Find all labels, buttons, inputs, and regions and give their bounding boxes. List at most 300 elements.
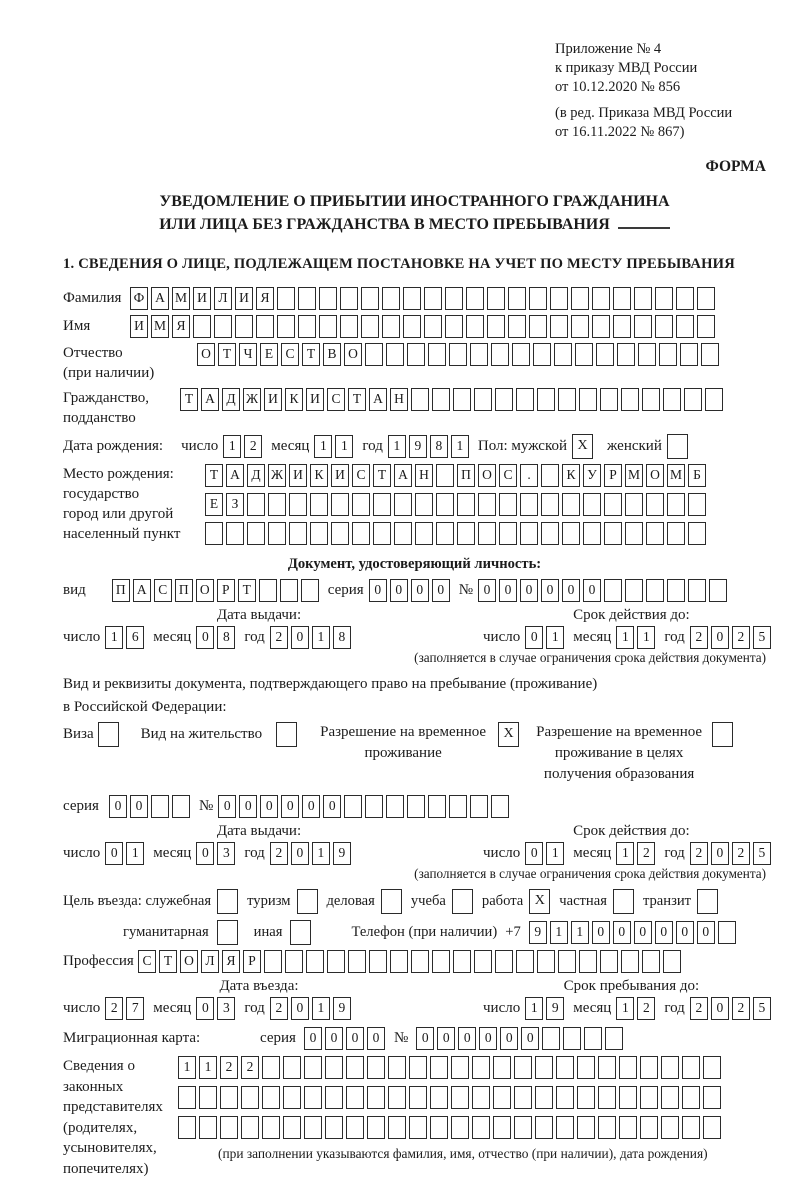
char-cell[interactable] [428, 795, 446, 818]
char-cell[interactable] [478, 493, 496, 516]
char-cell[interactable]: С [281, 343, 299, 366]
char-cell[interactable] [642, 950, 660, 973]
char-cell[interactable]: 0 [541, 579, 559, 602]
char-cell[interactable] [640, 1116, 658, 1139]
char-cell[interactable]: М [667, 464, 685, 487]
char-cell[interactable] [571, 287, 589, 310]
char-cell[interactable]: О [344, 343, 362, 366]
char-cell[interactable] [472, 1056, 490, 1079]
char-cell[interactable]: 0 [346, 1027, 364, 1050]
char-cell[interactable]: Т [302, 343, 320, 366]
char-cell[interactable] [663, 388, 681, 411]
char-cell[interactable]: Я [222, 950, 240, 973]
char-cell[interactable] [409, 1056, 427, 1079]
char-cell[interactable]: 0 [416, 1027, 434, 1050]
char-cell[interactable]: Р [604, 464, 622, 487]
char-cell[interactable] [304, 1086, 322, 1109]
char-cell[interactable]: 0 [390, 579, 408, 602]
char-cell[interactable] [514, 1116, 532, 1139]
char-cell[interactable]: 9 [333, 997, 351, 1020]
char-cell[interactable]: Т [348, 388, 366, 411]
char-cell[interactable] [646, 579, 664, 602]
char-cell[interactable]: Т [159, 950, 177, 973]
char-cell[interactable] [301, 579, 319, 602]
char-cell[interactable] [667, 522, 685, 545]
char-cell[interactable] [325, 1116, 343, 1139]
char-cell[interactable] [592, 315, 610, 338]
char-cell[interactable]: Б [688, 464, 706, 487]
char-cell[interactable] [453, 388, 471, 411]
char-cell[interactable] [172, 795, 190, 818]
char-cell[interactable]: 2 [244, 435, 262, 458]
char-cell[interactable]: 2 [270, 626, 288, 649]
char-cell[interactable]: Я [256, 287, 274, 310]
sex-male-checkbox[interactable]: X [572, 434, 593, 459]
char-cell[interactable] [493, 1056, 511, 1079]
char-cell[interactable]: 0 [437, 1027, 455, 1050]
char-cell[interactable]: А [369, 388, 387, 411]
char-cell[interactable] [411, 950, 429, 973]
char-cell[interactable] [325, 1056, 343, 1079]
char-cell[interactable]: С [352, 464, 370, 487]
char-cell[interactable]: 0 [655, 921, 673, 944]
char-cell[interactable]: Л [201, 950, 219, 973]
char-cell[interactable]: О [180, 950, 198, 973]
char-cell[interactable] [682, 1056, 700, 1079]
char-cell[interactable]: 0 [105, 842, 123, 865]
char-cell[interactable]: С [499, 464, 517, 487]
char-cell[interactable]: Т [205, 464, 223, 487]
char-cell[interactable]: О [478, 464, 496, 487]
char-cell[interactable]: 0 [323, 795, 341, 818]
char-cell[interactable] [617, 343, 635, 366]
char-cell[interactable] [367, 1056, 385, 1079]
char-cell[interactable]: 2 [220, 1056, 238, 1079]
char-cell[interactable]: З [226, 493, 244, 516]
char-cell[interactable] [533, 343, 551, 366]
char-cell[interactable] [604, 493, 622, 516]
purpose-other-checkbox[interactable] [290, 920, 311, 945]
char-cell[interactable] [407, 795, 425, 818]
char-cell[interactable]: С [138, 950, 156, 973]
char-cell[interactable] [703, 1086, 721, 1109]
char-cell[interactable] [621, 950, 639, 973]
char-cell[interactable]: 9 [409, 435, 427, 458]
char-cell[interactable]: 1 [616, 626, 634, 649]
char-cell[interactable]: 0 [562, 579, 580, 602]
char-cell[interactable]: 1 [178, 1056, 196, 1079]
char-cell[interactable]: 0 [676, 921, 694, 944]
char-cell[interactable]: Н [415, 464, 433, 487]
char-cell[interactable] [676, 315, 694, 338]
char-cell[interactable] [676, 287, 694, 310]
char-cell[interactable] [283, 1116, 301, 1139]
char-cell[interactable] [495, 950, 513, 973]
char-cell[interactable] [445, 287, 463, 310]
char-cell[interactable]: 0 [525, 626, 543, 649]
char-cell[interactable] [613, 315, 631, 338]
char-cell[interactable] [449, 343, 467, 366]
char-cell[interactable] [277, 315, 295, 338]
char-cell[interactable] [262, 1116, 280, 1139]
char-cell[interactable]: И [264, 388, 282, 411]
char-cell[interactable] [365, 795, 383, 818]
char-cell[interactable]: 9 [529, 921, 547, 944]
char-cell[interactable] [701, 343, 719, 366]
char-cell[interactable] [688, 493, 706, 516]
char-cell[interactable]: 0 [520, 579, 538, 602]
char-cell[interactable] [634, 315, 652, 338]
char-cell[interactable]: С [154, 579, 172, 602]
purpose-study-checkbox[interactable] [452, 889, 473, 914]
char-cell[interactable] [583, 522, 601, 545]
char-cell[interactable]: И [306, 388, 324, 411]
purpose-tourism-checkbox[interactable] [297, 889, 318, 914]
visa-checkbox[interactable] [98, 722, 119, 747]
char-cell[interactable] [436, 464, 454, 487]
char-cell[interactable] [625, 579, 643, 602]
char-cell[interactable] [619, 1056, 637, 1079]
char-cell[interactable]: 2 [270, 997, 288, 1020]
char-cell[interactable] [403, 287, 421, 310]
char-cell[interactable] [344, 795, 362, 818]
char-cell[interactable] [600, 950, 618, 973]
char-cell[interactable] [457, 522, 475, 545]
char-cell[interactable] [304, 1116, 322, 1139]
char-cell[interactable]: 0 [592, 921, 610, 944]
char-cell[interactable] [512, 343, 530, 366]
char-cell[interactable] [583, 493, 601, 516]
char-cell[interactable] [327, 950, 345, 973]
char-cell[interactable] [663, 950, 681, 973]
char-cell[interactable] [592, 287, 610, 310]
char-cell[interactable]: Ч [239, 343, 257, 366]
char-cell[interactable] [220, 1086, 238, 1109]
char-cell[interactable] [556, 1056, 574, 1079]
char-cell[interactable] [577, 1086, 595, 1109]
char-cell[interactable] [558, 950, 576, 973]
char-cell[interactable] [516, 950, 534, 973]
char-cell[interactable]: 1 [314, 435, 332, 458]
char-cell[interactable] [285, 950, 303, 973]
char-cell[interactable] [352, 522, 370, 545]
char-cell[interactable] [638, 343, 656, 366]
char-cell[interactable]: 6 [126, 626, 144, 649]
char-cell[interactable]: 1 [637, 626, 655, 649]
char-cell[interactable] [709, 579, 727, 602]
char-cell[interactable]: 0 [196, 842, 214, 865]
char-cell[interactable]: 2 [732, 626, 750, 649]
char-cell[interactable] [625, 522, 643, 545]
char-cell[interactable]: 5 [753, 842, 771, 865]
char-cell[interactable] [205, 522, 223, 545]
char-cell[interactable]: 0 [291, 842, 309, 865]
char-cell[interactable]: 1 [616, 997, 634, 1020]
char-cell[interactable]: Ж [268, 464, 286, 487]
char-cell[interactable]: А [151, 287, 169, 310]
char-cell[interactable] [310, 522, 328, 545]
char-cell[interactable]: О [197, 343, 215, 366]
char-cell[interactable] [529, 315, 547, 338]
char-cell[interactable] [542, 1027, 560, 1050]
char-cell[interactable] [596, 343, 614, 366]
char-cell[interactable] [348, 950, 366, 973]
char-cell[interactable] [474, 950, 492, 973]
char-cell[interactable] [562, 522, 580, 545]
char-cell[interactable] [577, 1116, 595, 1139]
char-cell[interactable] [646, 522, 664, 545]
char-cell[interactable] [563, 1027, 581, 1050]
char-cell[interactable] [598, 1056, 616, 1079]
char-cell[interactable] [407, 343, 425, 366]
char-cell[interactable] [226, 522, 244, 545]
char-cell[interactable]: С [327, 388, 345, 411]
char-cell[interactable] [655, 287, 673, 310]
char-cell[interactable]: 8 [430, 435, 448, 458]
char-cell[interactable]: 0 [325, 1027, 343, 1050]
char-cell[interactable] [621, 388, 639, 411]
residence-permit-checkbox[interactable] [276, 722, 297, 747]
char-cell[interactable] [579, 388, 597, 411]
char-cell[interactable]: 1 [546, 626, 564, 649]
char-cell[interactable]: Т [218, 343, 236, 366]
char-cell[interactable]: 0 [525, 842, 543, 865]
char-cell[interactable]: 0 [369, 579, 387, 602]
char-cell[interactable] [529, 287, 547, 310]
char-cell[interactable] [598, 1086, 616, 1109]
char-cell[interactable] [535, 1116, 553, 1139]
char-cell[interactable] [382, 315, 400, 338]
char-cell[interactable] [550, 287, 568, 310]
char-cell[interactable] [705, 388, 723, 411]
char-cell[interactable]: 2 [637, 842, 655, 865]
char-cell[interactable] [554, 343, 572, 366]
char-cell[interactable] [537, 388, 555, 411]
char-cell[interactable] [262, 1056, 280, 1079]
char-cell[interactable] [640, 1056, 658, 1079]
char-cell[interactable]: 0 [291, 626, 309, 649]
char-cell[interactable] [432, 950, 450, 973]
char-cell[interactable] [478, 522, 496, 545]
char-cell[interactable]: Р [217, 579, 235, 602]
char-cell[interactable] [298, 315, 316, 338]
purpose-transit-checkbox[interactable] [697, 889, 718, 914]
char-cell[interactable]: 1 [571, 921, 589, 944]
char-cell[interactable] [394, 522, 412, 545]
char-cell[interactable] [514, 1056, 532, 1079]
char-cell[interactable]: 1 [126, 842, 144, 865]
char-cell[interactable] [634, 287, 652, 310]
char-cell[interactable] [659, 343, 677, 366]
char-cell[interactable] [283, 1056, 301, 1079]
char-cell[interactable] [331, 522, 349, 545]
char-cell[interactable]: Д [247, 464, 265, 487]
char-cell[interactable] [325, 1086, 343, 1109]
char-cell[interactable] [388, 1086, 406, 1109]
char-cell[interactable]: И [235, 287, 253, 310]
char-cell[interactable] [499, 493, 517, 516]
char-cell[interactable]: Е [205, 493, 223, 516]
char-cell[interactable] [331, 493, 349, 516]
char-cell[interactable] [367, 1116, 385, 1139]
char-cell[interactable] [386, 343, 404, 366]
char-cell[interactable] [430, 1086, 448, 1109]
char-cell[interactable]: М [151, 315, 169, 338]
char-cell[interactable] [241, 1116, 259, 1139]
char-cell[interactable]: 8 [217, 626, 235, 649]
char-cell[interactable] [625, 493, 643, 516]
char-cell[interactable] [268, 522, 286, 545]
char-cell[interactable]: 3 [217, 842, 235, 865]
char-cell[interactable] [409, 1116, 427, 1139]
char-cell[interactable] [604, 522, 622, 545]
char-cell[interactable]: 0 [411, 579, 429, 602]
char-cell[interactable] [661, 1116, 679, 1139]
purpose-official-checkbox[interactable] [217, 889, 238, 914]
char-cell[interactable] [619, 1086, 637, 1109]
char-cell[interactable]: 1 [525, 997, 543, 1020]
char-cell[interactable] [445, 315, 463, 338]
char-cell[interactable] [451, 1086, 469, 1109]
char-cell[interactable] [584, 1027, 602, 1050]
char-cell[interactable] [535, 1056, 553, 1079]
char-cell[interactable]: 2 [241, 1056, 259, 1079]
char-cell[interactable]: 1 [312, 626, 330, 649]
char-cell[interactable]: 1 [335, 435, 353, 458]
char-cell[interactable] [361, 287, 379, 310]
char-cell[interactable]: Т [180, 388, 198, 411]
char-cell[interactable]: 0 [260, 795, 278, 818]
char-cell[interactable]: А [201, 388, 219, 411]
char-cell[interactable]: 0 [130, 795, 148, 818]
char-cell[interactable] [520, 493, 538, 516]
char-cell[interactable] [430, 1056, 448, 1079]
char-cell[interactable] [541, 522, 559, 545]
char-cell[interactable]: Т [373, 464, 391, 487]
char-cell[interactable]: 0 [196, 626, 214, 649]
char-cell[interactable] [428, 343, 446, 366]
char-cell[interactable] [346, 1086, 364, 1109]
char-cell[interactable] [241, 1086, 259, 1109]
char-cell[interactable] [600, 388, 618, 411]
char-cell[interactable] [598, 1116, 616, 1139]
char-cell[interactable] [409, 1086, 427, 1109]
char-cell[interactable]: 2 [732, 842, 750, 865]
char-cell[interactable]: . [520, 464, 538, 487]
char-cell[interactable] [388, 1056, 406, 1079]
char-cell[interactable]: 2 [690, 626, 708, 649]
char-cell[interactable]: К [285, 388, 303, 411]
char-cell[interactable] [487, 315, 505, 338]
char-cell[interactable] [640, 1086, 658, 1109]
char-cell[interactable]: 0 [196, 997, 214, 1020]
char-cell[interactable]: 0 [613, 921, 631, 944]
char-cell[interactable] [537, 950, 555, 973]
char-cell[interactable] [516, 388, 534, 411]
char-cell[interactable]: 0 [281, 795, 299, 818]
char-cell[interactable] [415, 493, 433, 516]
char-cell[interactable]: 0 [291, 997, 309, 1020]
char-cell[interactable] [682, 1086, 700, 1109]
char-cell[interactable]: 0 [302, 795, 320, 818]
char-cell[interactable] [346, 1116, 364, 1139]
char-cell[interactable]: И [130, 315, 148, 338]
sex-female-checkbox[interactable] [667, 434, 688, 459]
char-cell[interactable]: 0 [304, 1027, 322, 1050]
char-cell[interactable] [256, 315, 274, 338]
char-cell[interactable]: 5 [753, 997, 771, 1020]
char-cell[interactable] [280, 579, 298, 602]
char-cell[interactable]: 0 [458, 1027, 476, 1050]
char-cell[interactable]: 0 [521, 1027, 539, 1050]
char-cell[interactable]: П [175, 579, 193, 602]
char-cell[interactable]: 2 [690, 997, 708, 1020]
char-cell[interactable] [220, 1116, 238, 1139]
char-cell[interactable]: 0 [711, 626, 729, 649]
char-cell[interactable] [472, 1086, 490, 1109]
char-cell[interactable] [340, 287, 358, 310]
char-cell[interactable] [575, 343, 593, 366]
char-cell[interactable] [682, 1116, 700, 1139]
char-cell[interactable] [718, 921, 736, 944]
char-cell[interactable] [449, 795, 467, 818]
char-cell[interactable]: И [331, 464, 349, 487]
char-cell[interactable] [541, 464, 559, 487]
char-cell[interactable]: 0 [499, 579, 517, 602]
char-cell[interactable]: Д [222, 388, 240, 411]
char-cell[interactable] [688, 579, 706, 602]
char-cell[interactable] [520, 522, 538, 545]
char-cell[interactable] [262, 1086, 280, 1109]
char-cell[interactable]: 0 [432, 579, 450, 602]
char-cell[interactable] [415, 522, 433, 545]
char-cell[interactable] [661, 1056, 679, 1079]
char-cell[interactable]: 0 [479, 1027, 497, 1050]
char-cell[interactable]: И [193, 287, 211, 310]
char-cell[interactable] [508, 287, 526, 310]
char-cell[interactable]: Ф [130, 287, 148, 310]
char-cell[interactable] [703, 1116, 721, 1139]
char-cell[interactable] [684, 388, 702, 411]
char-cell[interactable] [306, 950, 324, 973]
char-cell[interactable]: 8 [333, 626, 351, 649]
char-cell[interactable]: 3 [217, 997, 235, 1020]
char-cell[interactable] [259, 579, 277, 602]
char-cell[interactable] [680, 343, 698, 366]
char-cell[interactable]: Р [243, 950, 261, 973]
char-cell[interactable]: 0 [711, 997, 729, 1020]
char-cell[interactable] [451, 1116, 469, 1139]
char-cell[interactable]: 1 [312, 997, 330, 1020]
char-cell[interactable]: 2 [105, 997, 123, 1020]
char-cell[interactable] [386, 795, 404, 818]
char-cell[interactable] [541, 493, 559, 516]
char-cell[interactable] [247, 493, 265, 516]
study-permit-checkbox[interactable] [712, 722, 733, 747]
char-cell[interactable] [369, 950, 387, 973]
char-cell[interactable] [319, 315, 337, 338]
char-cell[interactable] [472, 1116, 490, 1139]
char-cell[interactable] [340, 315, 358, 338]
char-cell[interactable]: 0 [711, 842, 729, 865]
char-cell[interactable] [365, 343, 383, 366]
char-cell[interactable] [613, 287, 631, 310]
char-cell[interactable] [346, 1056, 364, 1079]
char-cell[interactable]: 2 [732, 997, 750, 1020]
char-cell[interactable]: О [196, 579, 214, 602]
char-cell[interactable] [388, 1116, 406, 1139]
char-cell[interactable]: 1 [199, 1056, 217, 1079]
